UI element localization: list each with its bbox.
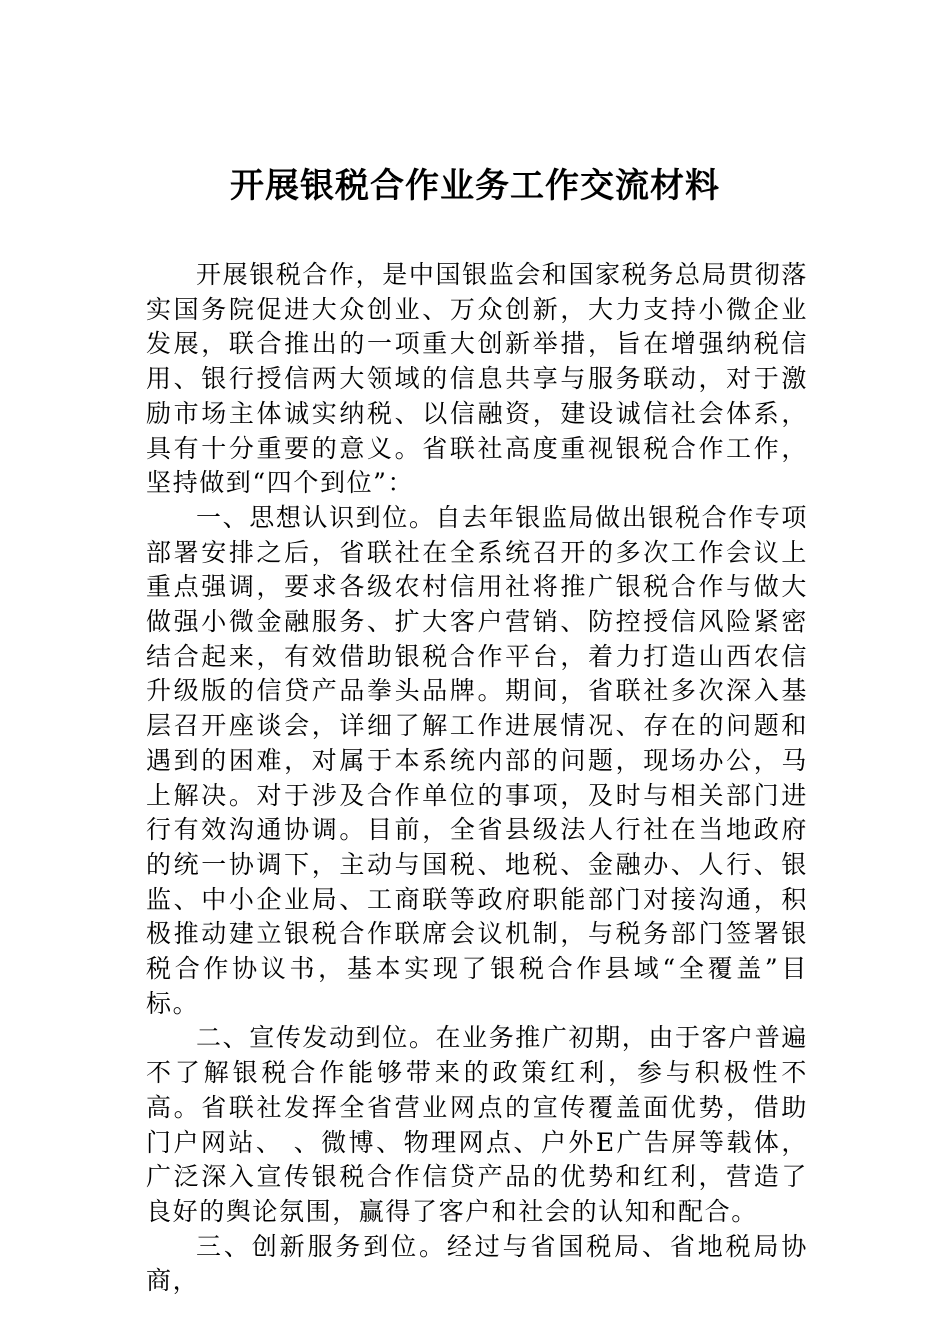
- document-body: [146, 258, 808, 1299]
- paragraph-intro: 开展银税合作，是中国银监会和国家税务总局贯彻落实国务院促进大众创业、万众创新，大力支持小微企业发展，联合推出的一项重大创新举措，旨在增强纳税信用、银行授信两大领域的信息共享与服务联动，对于激励市场主体诚实纳税、以信融资，建设诚信社会体系，具有十分重要的意义。省联社高度重视银税合作工作，坚持做到“四个到位”：: [146, 260, 808, 498]
- paragraph-section-2: 二、宣传发动到位。在业务推广初期，由于客户普遍不了解银税合作能够带来的政策红利，参与积极性不高。省联社发挥全省营业网点的宣传覆盖面优势，借助门户网站、 、微博、物理网点、户外E广告屏等载体，广泛深入宣传银税合作信贷产品的优势和红利，营造了良好的舆论氛围，赢得了客户和社会的认知和配合。: [146, 1023, 808, 1226]
- paragraph-section-1: 一、思想认识到位。自去年银监局做出银税合作专项部署安排之后，省联社在全系统召开的多次工作会议上重点强调，要求各级农村信用社将推广银税合作与做大做强小微金融服务、扩大客户营销、防控授信风险紧密结合起来，有效借助银税合作平台，着力打造山西农信升级版的信贷产品拳头品牌。期间，省联社多次深入基层召开座谈会，详细了解工作进展情况、存在的问题和遇到的困难，对属于本系统内部的问题，现场办公，马上解决。对于涉及合作单位的事项，及时与相关部门进行有效沟通协调。目前，全省县级法人行社在当地政府的统一协调下，主动与国税、地税、金融办、人行、银监、中小企业局、工商联等政府职能部门对接沟通，积极推动建立银税合作联席会议机制，与税务部门签署银税合作协议书，基本实现了银税合作县域“全覆盖”目标。: [146, 502, 808, 1018]
- document-title: 开展银税合作业务工作交流材料: [230, 166, 720, 206]
- paragraph-section-3: 三、创新服务到位。经过与省国税局、省地税局协商，: [146, 1231, 808, 1296]
